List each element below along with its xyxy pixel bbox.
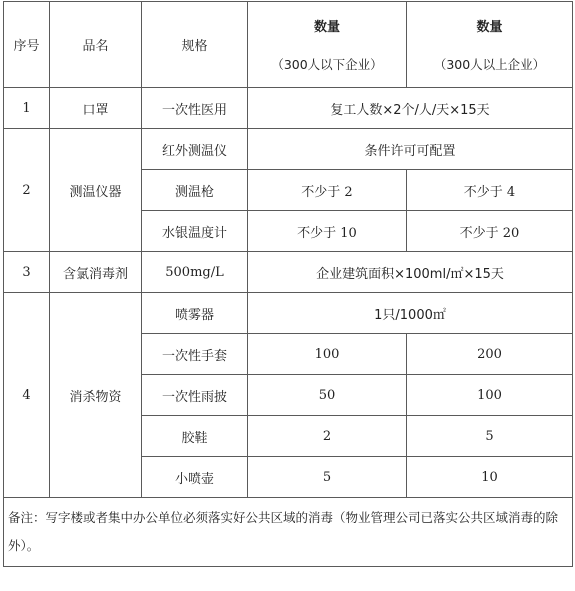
product-cell: 含氯消毒剂	[50, 252, 142, 293]
serial-cell: 3	[4, 252, 50, 293]
quantity-small-cell: 100	[248, 334, 407, 375]
table-row	[4, 293, 573, 334]
spec-cell: 一次性雨披	[142, 375, 248, 416]
quantity-merged-cell: 复工人数×2个/人/天×15天	[248, 88, 573, 129]
spec-cell: 一次性医用	[142, 88, 248, 129]
quantity-large-cell: 5	[407, 416, 573, 457]
quantity-large-cell: 10	[407, 457, 573, 498]
spec-cell: 500mg/L	[142, 252, 248, 293]
quantity-large-cell: 不少于 4	[407, 170, 573, 211]
note-text: 备注：写字楼或者集中办公单位必须落实好公共区域的消毒（物业管理公司已落实公共区域消毒的除外）。	[4, 498, 573, 567]
table-row	[4, 129, 573, 170]
quantity-large-cell: 不少于 20	[407, 211, 573, 252]
quantity-merged-cell: 1只/1000㎡	[248, 293, 573, 334]
header-qty-large-sub: （300人以上企业）	[433, 57, 546, 72]
spec-cell: 胶鞋	[142, 416, 248, 457]
spec-cell: 测温枪	[142, 170, 248, 211]
serial-cell: 1	[4, 88, 50, 129]
spec-cell: 水银温度计	[142, 211, 248, 252]
header-spec: 规格	[142, 2, 248, 88]
header-qty-small-sub: （300人以下企业）	[271, 57, 383, 72]
quantity-small-cell: 不少于 2	[248, 170, 407, 211]
header-qty-large-title: 数量	[476, 20, 503, 35]
serial-cell: 2	[4, 129, 50, 252]
header-qty-small-title: 数量	[313, 20, 340, 35]
spec-cell: 一次性手套	[142, 334, 248, 375]
spec-cell: 喷雾器	[142, 293, 248, 334]
quantity-small-cell: 5	[248, 457, 407, 498]
header-row	[4, 2, 573, 88]
quantity-merged-cell: 企业建筑面积×100ml/㎡×15天	[248, 252, 573, 293]
header-qty-small	[248, 2, 407, 88]
quantity-merged-cell: 条件许可可配置	[248, 129, 573, 170]
product-cell: 口罩	[50, 88, 142, 129]
product-cell: 测温仪器	[50, 129, 142, 252]
note-row	[4, 498, 573, 567]
quantity-small-cell: 不少于 10	[248, 211, 407, 252]
header-product: 品名	[50, 2, 142, 88]
spec-cell: 小喷壶	[142, 457, 248, 498]
quantity-small-cell: 2	[248, 416, 407, 457]
header-serial: 序号	[4, 2, 50, 88]
quantity-small-cell: 50	[248, 375, 407, 416]
supply-table	[3, 1, 573, 567]
table-row	[4, 252, 573, 293]
serial-cell: 4	[4, 293, 50, 498]
table-row	[4, 88, 573, 129]
spec-cell: 红外测温仪	[142, 129, 248, 170]
quantity-large-cell: 100	[407, 375, 573, 416]
header-qty-large	[407, 2, 573, 88]
product-cell: 消杀物资	[50, 293, 142, 498]
quantity-large-cell: 200	[407, 334, 573, 375]
